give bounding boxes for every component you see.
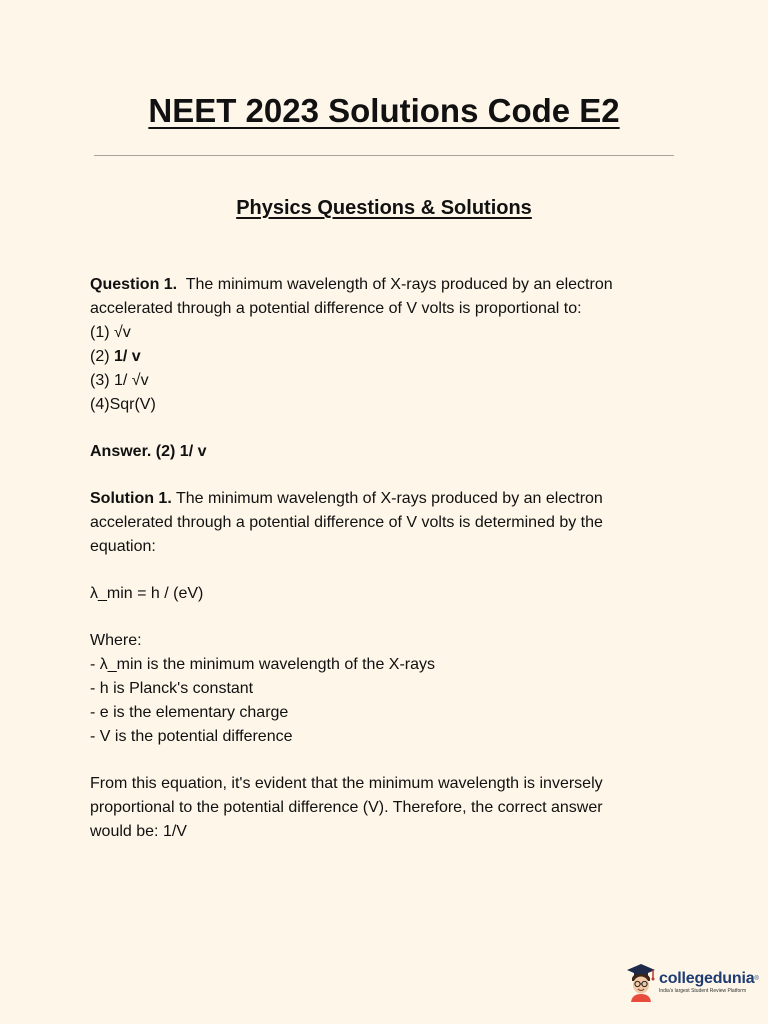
option-text: Sqr(V)	[109, 396, 156, 413]
logo-wordmark: collegedunia	[659, 969, 755, 987]
option-text: √v	[114, 324, 131, 341]
question-line-1	[90, 273, 690, 297]
page-title: NEET 2023 Solutions Code E2	[148, 92, 620, 129]
conclusion-line-1: From this equation, it's evident that the minimum wavelength is inversely	[90, 775, 603, 792]
solution-label: Solution 1.	[90, 490, 172, 507]
logo-tagline: India's largest Student Review Platform	[659, 987, 747, 994]
where-item: - h is Planck's constant	[90, 680, 254, 697]
registered-mark: ®	[754, 975, 759, 982]
document-body	[90, 273, 690, 844]
option-text: 1/ √v	[114, 372, 149, 389]
mascot-icon	[626, 962, 656, 1002]
option-1	[90, 321, 690, 345]
solution-text: The minimum wavelength of X-rays produced by an electron	[175, 490, 603, 507]
option-number: (2)	[90, 348, 110, 365]
title-divider	[94, 155, 674, 156]
answer-line	[90, 440, 690, 464]
section-heading: Physics Questions & Solutions	[236, 197, 532, 219]
conclusion-line-3: would be: 1/V	[90, 823, 187, 840]
solution-line-3: equation:	[90, 538, 156, 555]
answer-label: Answer. (2) 1/ v	[90, 443, 207, 460]
option-text: 1/ v	[114, 348, 141, 365]
conclusion-line-2: proportional to the potential difference (V). Therefore, the correct answer	[90, 799, 603, 816]
option-4	[90, 393, 690, 417]
option-number: (3)	[90, 372, 110, 389]
solution-line-2: accelerated through a potential difference of V volts is determined by the	[90, 514, 603, 531]
question-text: The minimum wavelength of X-rays produced by an electron	[185, 276, 613, 293]
options-list	[90, 321, 690, 417]
collegedunia-logo	[626, 962, 759, 1002]
where-item: - V is the potential difference	[90, 728, 293, 745]
option-number: (1)	[90, 324, 110, 341]
question-label: Question 1.	[90, 276, 178, 293]
where-item: - λ_min is the minimum wavelength of the X-rays	[90, 656, 436, 673]
option-number: (4)	[90, 396, 110, 413]
question-line-2: accelerated through a potential difference of V volts is proportional to:	[90, 300, 582, 317]
option-3	[90, 369, 690, 393]
where-label: Where:	[90, 632, 142, 649]
option-2	[90, 345, 690, 369]
equation: λ_min = h / (eV)	[90, 585, 204, 602]
where-item: - e is the elementary charge	[90, 704, 289, 721]
solution-line-1	[90, 487, 690, 511]
